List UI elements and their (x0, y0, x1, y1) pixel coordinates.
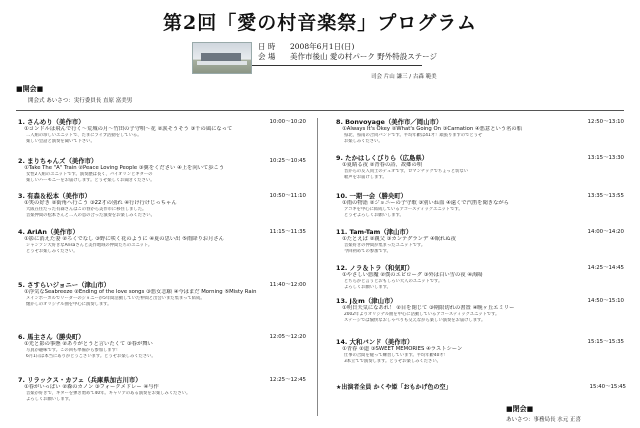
performance-time: 12:05〜12:20 (269, 334, 306, 340)
performance-item (18, 157, 306, 183)
performer-name: 8. Bonvoyage（美作市／岡山市） (336, 118, 443, 126)
description-line: 大阪在住だった有森さんはこの春から美作市に移住しました。 (26, 207, 147, 212)
performance-header (336, 338, 624, 346)
performance-item (18, 376, 306, 402)
performance-header (336, 192, 624, 200)
song-list: ①影に消えた妻 ②ろくでなし ③野に咲く花のように ④夏の思い出 ⑤雨降りお月さん (24, 236, 224, 242)
description-line: 音楽が好きで、ギターを弾き始めて40年。キャリアのある演奏をお楽しみください。 (26, 391, 191, 396)
performer-description (344, 243, 624, 254)
performer-description (26, 172, 306, 183)
song-list: ①やさしい悪魔 ②僕のエピローグ ③外は白い雪の夜 ④海陽 (342, 272, 483, 278)
song-list: ①明日天気になあれ！ ②目を閉じて ③期限切れの書置 ④晩ヶ丘エミリー (342, 305, 515, 311)
description-line: 昔からの友人同士のデュオです。ロマンチックでちょっと切ない (344, 169, 469, 174)
performer-name: 14. 大和バンド（美作市） (336, 338, 414, 346)
performance-time: 12:25〜12:45 (269, 377, 306, 383)
performer-name: 11. Tam-Tam（津山市） (336, 228, 413, 236)
description-line: よろしくお願いします。 (344, 284, 391, 290)
song-list: ①夏睛る夜 ②青春の詩、故郷の唄 (342, 162, 423, 168)
performance-time: 10:00〜10:20 (269, 119, 306, 125)
finale-time: 15:40〜15:45 (589, 384, 626, 390)
performance-header (336, 228, 624, 236)
performance-header (18, 157, 306, 165)
performer-description (344, 133, 624, 144)
song-list: ①コンドルは飛んで行く〜荒城の月〜竹田の子守唄〜花 ②涙そうそう ③千の風になって (24, 126, 233, 132)
performer-name: 9. たかはしくびりら（広島県） (336, 154, 429, 162)
performance-header (336, 154, 624, 162)
venue-label: 会 場 (258, 52, 276, 61)
hosts-line: 司会 片山 謙三 / 古森 範美 (371, 74, 437, 80)
performance-time: 11:40〜12:00 (269, 282, 306, 288)
performance-time: 14:00〜14:20 (587, 229, 624, 235)
performer-name: 7. リラックス・カフェ（兵庫県加古川市） (18, 376, 142, 384)
performance-item (336, 338, 624, 364)
description-line: どうぞよろしくお願いします。 (344, 212, 404, 218)
column-divider (317, 118, 318, 416)
performer-name: 6. 馬主さん（勝央町） (18, 333, 85, 341)
description-line: 女性2人組のユニットです。演奏歴は長く、バイオリンとギターの (26, 172, 153, 177)
finale-row (336, 382, 626, 391)
performer-name: 13. j＆m（津山市） (336, 297, 397, 305)
performance-item (336, 192, 624, 218)
performer-description (26, 243, 306, 254)
song-list: ①Always It's Okey ②What's Going On ③Carnation ④悪意という名の船 (342, 126, 522, 132)
opening-heading: ■開会■ (16, 85, 44, 93)
performer-name: 2. まりちゃんズ（美作市） (18, 157, 98, 165)
performance-time: 13:35〜13:55 (587, 193, 624, 199)
description-line: お楽しみください。 (344, 138, 383, 144)
performance-item (336, 118, 624, 144)
performer-description (26, 207, 306, 218)
description-line: 音楽仲間の松本さんと二人の息の合った演奏をお楽しみください。 (26, 212, 155, 218)
performance-item (18, 228, 306, 254)
performance-item (336, 264, 624, 290)
performance-time: 11:15〜11:35 (269, 229, 306, 235)
performer-description (344, 169, 624, 180)
performer-description (344, 312, 624, 323)
description-line: 写真が趣味です。この回も準備から参加します！ (26, 348, 121, 353)
description-line: 懐かしのオリジナル曲を中心に演奏します。 (26, 301, 112, 307)
description-line: どちらかと言うとおもしろい大人のユニットです。 (344, 279, 443, 284)
performance-item (336, 297, 624, 323)
description-line: ステージでは愉快なおしゃべりも交えながら楽しい演奏をお届けします。 (344, 317, 486, 323)
performance-time: 15:15〜15:35 (587, 339, 624, 345)
performer-name: 12. ノラ＆トラ（和気町） (336, 264, 414, 272)
performance-item (18, 118, 306, 144)
performance-time: 10:25〜10:45 (269, 158, 306, 164)
description-line: よろしくお願いします。 (26, 396, 73, 402)
description-line: 歌声をお届けします。 (344, 174, 387, 180)
performance-header (18, 333, 306, 341)
performer-description (26, 296, 306, 307)
performance-item (18, 333, 306, 359)
performance-header (18, 376, 306, 384)
performance-header (18, 192, 306, 200)
description-line: 県北、県南の合同バンドです。平均年齢は41才！頑張りますのでどうぞ (344, 133, 483, 138)
description-line: 今回初めての参加です。 (344, 248, 391, 254)
performer-description (26, 133, 306, 144)
performance-time: 12:50〜13:10 (587, 119, 624, 125)
performance-time: 14:25〜14:45 (587, 265, 624, 271)
performer-name: 1. さんめり（美作市） (18, 118, 85, 126)
performer-name: 10. 一期一会（勝央町） (336, 192, 408, 200)
performer-description (26, 391, 306, 402)
description-line: 楽しいハーモニーをお届けします。どうぞ楽しくお聞きください。 (26, 177, 155, 183)
performer-name: 5. さすらいジョニー（津山市） (18, 281, 111, 289)
description-line: 楽しい会話と演奏を聞いて下さい。 (26, 138, 95, 144)
program-title: 第2回「愛の村音楽祭」プログラム (162, 12, 478, 34)
concert-hall-image (192, 42, 252, 74)
song-list: ①笑の好き ②街角へ行こう ③22才の別れ ④行け行けじっちゃん (24, 200, 177, 206)
description-line: 3本立てで演奏します。どうぞお楽しみください。 (344, 358, 441, 364)
performance-item (336, 154, 624, 180)
section-rule (16, 110, 624, 111)
performance-header (18, 281, 306, 289)
header-rule (252, 65, 422, 66)
event-info (258, 42, 437, 62)
song-list: ①春がいっぱい ②森のカノン ③フォークメドレー ④与作 (24, 384, 159, 390)
performance-time: 13:15〜13:30 (587, 155, 624, 161)
performer-name: 4. AriAn（美作市） (18, 228, 79, 236)
performance-header (18, 228, 306, 236)
date-label: 日 時 (258, 42, 276, 51)
performer-description (26, 348, 306, 359)
performance-header (336, 264, 624, 272)
performer-name: 3. 有森＆松本（美作市） (18, 192, 92, 200)
description-line: 6月1日は本当にありがとうございます。どうぞお楽しみください。 (26, 353, 156, 359)
performance-time: 14:50〜15:10 (587, 298, 624, 304)
song-list: ①雨の物語 ②ジョニーの子守歌 ③別いね血 ④遠くで汽笛を聞きながら (342, 200, 509, 206)
performance-item (336, 228, 624, 254)
opening-line: 開会式 あいさつ：実行委員長 直原 富美男 (28, 98, 133, 104)
finale-title: ★出演者全員 かくや姫「おもかげ色の空」 (336, 384, 452, 391)
performance-item (18, 281, 306, 307)
description-line: 音楽好きの仲間が集まったユニットです。 (344, 243, 426, 248)
performer-description (344, 279, 624, 290)
description-line: シャンソン大好きなArisaさんと美作地域の仲間たちのユニット。 (26, 243, 153, 248)
performer-description (344, 353, 624, 364)
description-line: アコギを中心に結成しているアコースティックユニットです。 (344, 207, 463, 212)
song-list: ①青春 ②道 ③SWEET MEMORIES ④ラストシーン (342, 346, 463, 352)
performer-description (344, 207, 624, 218)
performance-header (18, 118, 306, 126)
performance-header (336, 297, 624, 305)
performance-item (18, 192, 306, 218)
closing-heading: ■閉会■ (506, 405, 534, 413)
venue-value: 美作市後山 愛の村パーク 野外特設ステージ (290, 52, 437, 61)
description-line: 二人組の珍しいユニットで、たまにライブ活動をしている。 (26, 133, 142, 138)
song-list: ①浮気なSeabreeze ②Ending of the love songs ③悪女志願 ④今はまだ Morning ⑤Misty Rain (24, 289, 257, 295)
description-line: 仕事の合間を縫って練習しています。平均年齢40才！ (344, 353, 448, 358)
song-list: ①Take The "A" Train ②Peace Loving People ③翼をください ④上を向いて歩こう (24, 165, 225, 171)
performance-header (336, 118, 624, 126)
description-line: メインボーカルでリーダーのジョニーが5年間活動していた仲間と出会いまた集まって結成。 (26, 296, 205, 301)
closing-line: あいさつ：事務局長 水元 正喜 (506, 417, 581, 423)
description-line: 2002年よりオリジナル曲を中心に活動しているアコースティックユニットです。 (344, 312, 500, 317)
song-list: ①光と影の事態 ②ありがとうと言いたくて ③春が舞い (24, 341, 153, 347)
date-value: 2008年6月1日(日) (290, 42, 355, 51)
performance-time: 10:50〜11:10 (269, 193, 306, 199)
song-list: ①たとえば ②親父 ③カンテグランデ ④眠れぬ夜 (342, 236, 456, 242)
description-line: どうぞお楽しみください。 (26, 248, 78, 254)
